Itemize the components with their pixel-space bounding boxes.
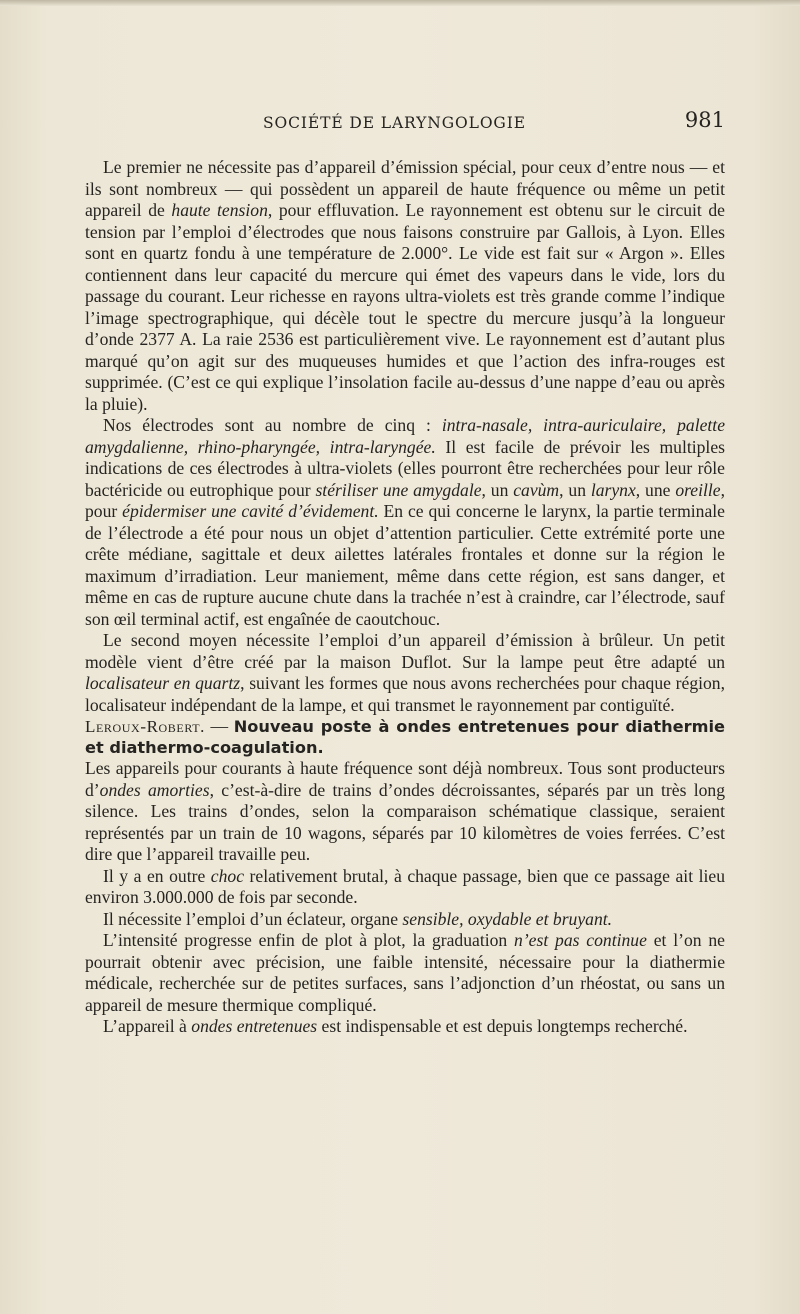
second-article (85, 758, 725, 1038)
italic-text: épidermiser une cavité d’évidement. (122, 501, 379, 521)
text-run: Il y a en outre (103, 865, 211, 886)
text-run: L’intensité progresse enfin de plot à plot, la graduation (103, 930, 515, 950)
text-run: , un (559, 479, 591, 500)
text-run: , une (635, 479, 676, 500)
text-run: En ce qui concerne le larynx, la partie terminale de l’électrode a été pour nous un objet d’attention particulier. Cette extrémité porte une crête médiane, sagittale et deux ailettes latérales frontales et donne sur la région le maximum d’irradiation. Leur maniement, même dans cette région, est sans danger, et même en cas de rupture aucune chute dans la trachée n’est à craindre, car l’électrode, sauf son œil terminal actif, est engaînée de caoutchouc. (85, 501, 725, 629)
body-text (85, 157, 725, 1038)
text-run: L’appareil à (103, 1016, 192, 1036)
italic-text: stériliser une amygdale (315, 479, 482, 500)
italic-text: sensible, oxydable et bruyant. (402, 908, 613, 929)
text-run: Nos électrodes sont au nombre de cinq : (103, 415, 442, 435)
page-edge (0, 0, 800, 6)
text-run: , suivant les formes que nous avons recherchées pour chaque région, localisateur indépendant de la lampe, et qui transmet le rayonnement par contiguïté. (85, 673, 725, 715)
page-number: 981 (684, 108, 725, 132)
paragraph (85, 930, 725, 1016)
paragraph (85, 415, 725, 630)
section-title: Nouveau poste à ondes entretenues pour diathermie et diathermo-coagulation. (85, 717, 726, 757)
paragraph (85, 157, 725, 415)
first-article-continuation (85, 157, 725, 716)
text-run: , un (481, 479, 514, 500)
text-run: relativement brutal, à chaque passage, bien que ce passage ait lieu environ 3.000.000 de fois par seconde. (85, 865, 725, 907)
paragraph (85, 909, 725, 931)
italic-text: cavùm (513, 479, 560, 500)
italic-text: n’est pas continue (514, 930, 647, 950)
italic-text: ondes entretenues (191, 1016, 318, 1036)
text-run: , pour effluvation. Le rayonnement est obtenu sur le circuit de tension par l’emploi d’électrodes que nous faisons construire par Gallois, à Lyon. Elles sont en quartz fondu à une température de 2.000°. Le vide est fait sur « Argon ». Elles contiennent dans leur capacité du mercure qui émet des vapeurs dans le vide, lors du passage du courant. Leur richesse en rayons ultra-violets est très grande comme l’indique l’image spectrographique, qui décèle tout le spectre du mercure jusqu’à la longueur d’onde 2377 A. La raie 2536 est particulièrement vive. Le rayonnement est d’autant plus marqué qu’on agit sur des muqueuses humides et que l’action des infra-rouges est supprimée. (C’est ce qui explique l’insolation facile au-dessus d’une nappe d’eau ou après la pluie). (85, 200, 725, 414)
paragraph (85, 866, 725, 909)
italic-text: larynx (590, 479, 636, 500)
text-run: Les appareils pour courants à haute fréquence sont déjà nombreux. Tous sont producteurs d’ (85, 758, 725, 800)
text-run: , pour (85, 479, 725, 521)
text-run: Le premier ne nécessite pas d’appareil d’émission spécial, pour ceux d’entre nous — et ils sont nombreux — qui possèdent un appareil de haute fréquence ou même un petit appareil de (85, 157, 725, 220)
italic-text: haute tension (171, 200, 268, 220)
italic-text: intra-nasale, intra-auriculaire, palette amygdalienne, rhino-pharyngée, intra-laryngée. (85, 415, 725, 457)
text-run: Il est facile de prévoir les multiples indications de ces électrodes à ultra-violets (elles pourront être recherchées pour leur rôle bactéricide ou eutrophique pour (85, 436, 725, 500)
text-run: et l’on ne pourrait obtenir avec précision, une faible intensité, nécessaire pour la diathermie médicale, recherchée sur de petites surfaces, sans l’adjonction d’un rhéostat, ou sans un appareil de mesure thermique compliqué. (85, 930, 725, 1015)
section-heading (85, 716, 725, 758)
italic-text: localisateur en quartz (85, 673, 241, 693)
heading-dash: — (204, 716, 234, 736)
italic-text: oreille (675, 479, 721, 500)
text-run: est indispensable et est depuis longtemps recherché. (317, 1016, 688, 1036)
italic-text: ondes amorties (99, 779, 210, 800)
paragraph (85, 758, 725, 866)
text-run: Le second moyen nécessite l’emploi d’un appareil d’émission à brûleur. Un petit modèle vient d’être créé par la maison Duflot. Sur la lampe peut être adapté un (85, 630, 725, 672)
italic-text: choc (210, 865, 245, 886)
text-run: Il nécessite l’emploi d’un éclateur, organe (103, 908, 403, 929)
running-title: SOCIÉTÉ DE LARYNGOLOGIE (263, 114, 526, 132)
paragraph (85, 1016, 725, 1038)
text-run: , c’est-à-dire de trains d’ondes décroissantes, séparés par un très long silence. Les trains d’ondes, selon la comparaison schématique classique, seraient représentés par un train de 10 wagons, séparés par 10 kilomètres de voies ferrées. C’est dire que l’appareil travaille peu. (85, 779, 725, 864)
section-author: Leroux-Robert. (85, 717, 205, 736)
page-header (85, 106, 725, 140)
paragraph (85, 630, 725, 716)
